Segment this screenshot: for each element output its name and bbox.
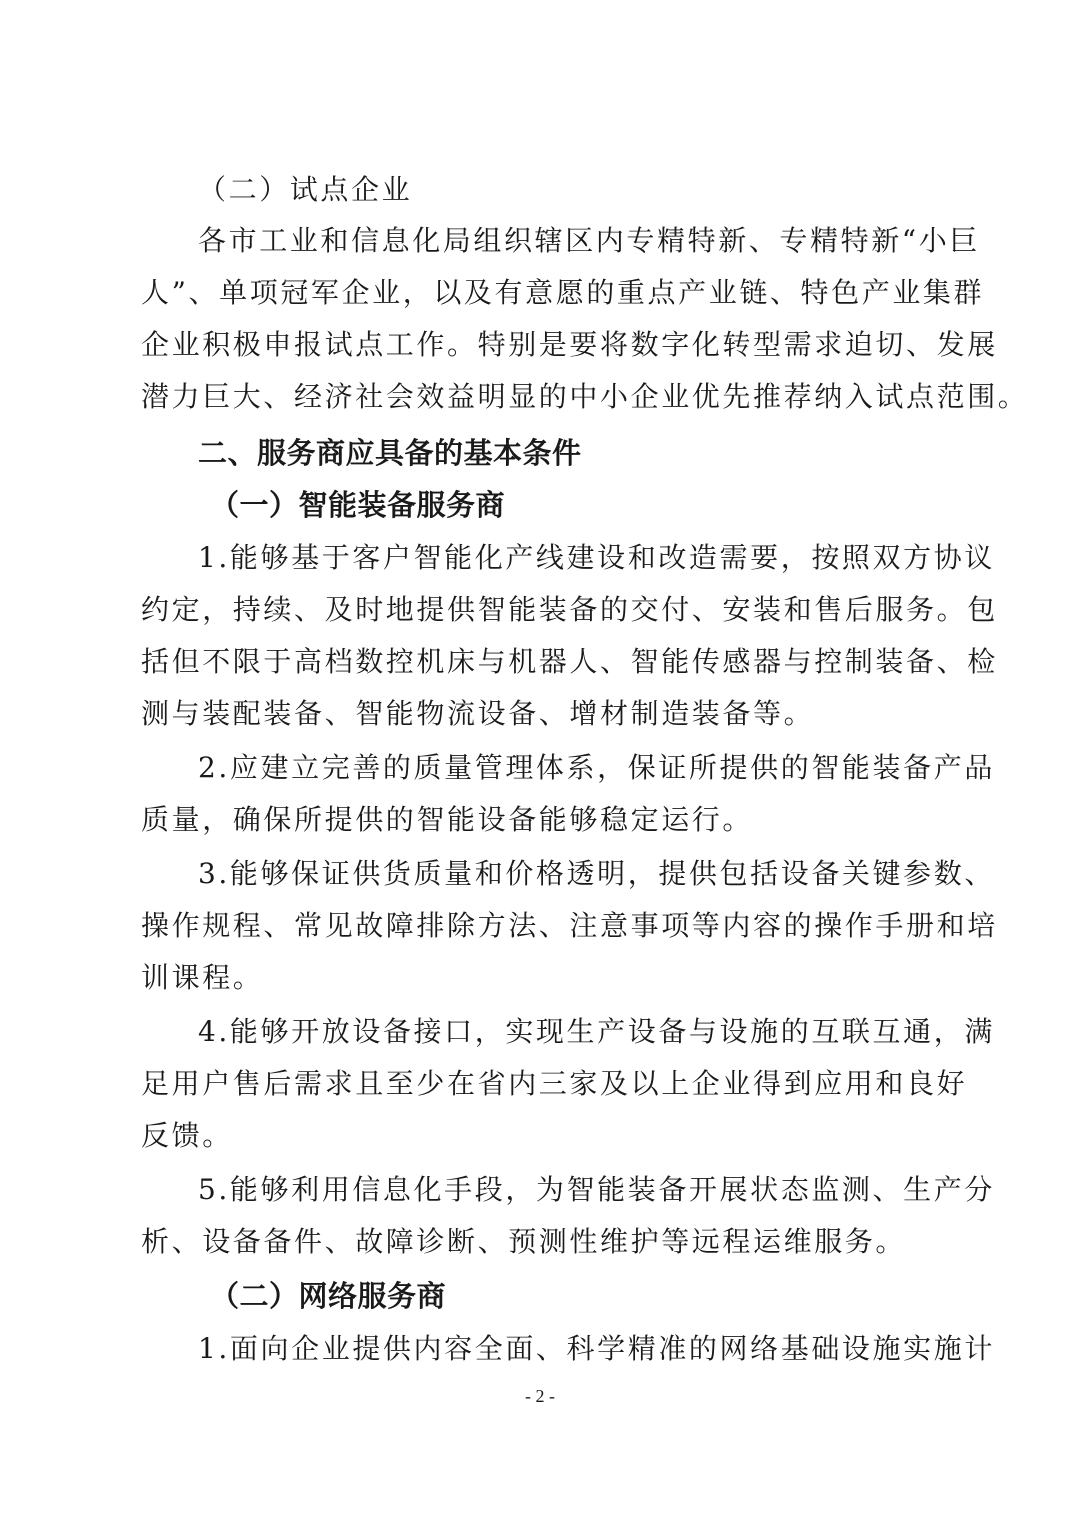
paragraph-line: 5.能够利用信息化手段，为智能装备开展状态监测、生产分 (198, 1173, 995, 1206)
paragraph-line: 操作规程、常见故障排除方法、注意事项等内容的操作手册和培 (141, 909, 998, 942)
paragraph-line: 人”、单项冠军企业，以及有意愿的重点产业链、特色产业集群 (141, 276, 985, 309)
paragraph-line: 1.面向企业提供内容全面、科学精准的网络基础设施实施计 (198, 1332, 995, 1365)
section-heading-service-provider-conditions: 二、服务商应具备的基本条件 (198, 436, 582, 470)
paragraph-line: 训课程。 (141, 961, 264, 994)
paragraph-line: 3.能够保证供货质量和价格透明，提供包括设备关键参数、 (198, 857, 995, 890)
subsection-heading-smart-equipment: （一）智能装备服务商 (210, 488, 506, 522)
paragraph-line: 反馈。 (141, 1119, 233, 1152)
paragraph-line: 测与装配装备、智能物流设备、增材制造装备等。 (141, 697, 815, 730)
paragraph-line: 潜力巨大、经济社会效益明显的中小企业优先推荐纳入试点范围。 (141, 380, 1029, 413)
subsection-heading-pilot-enterprises: （二）试点企业 (198, 173, 413, 206)
paragraph-line: 各市工业和信息化局组织辖区内专精特新、专精特新“小巨 (198, 224, 980, 257)
subsection-heading-network-service: （二）网络服务商 (210, 1279, 447, 1313)
paragraph-line: 质量，确保所提供的智能设备能够稳定运行。 (141, 803, 754, 836)
paragraph-line: 括但不限于高档数控机床与机器人、智能传感器与控制装备、检 (141, 645, 998, 678)
paragraph-line: 企业积极申报试点工作。特别是要将数字化转型需求迫切、发展 (141, 328, 998, 361)
paragraph-line: 足用户售后需求且至少在省内三家及以上企业得到应用和良好 (141, 1067, 968, 1100)
page-number: - 2 - (525, 1386, 555, 1406)
paragraph-line: 约定，持续、及时地提供智能装备的交付、安装和售后服务。包 (141, 593, 998, 626)
paragraph-line: 1.能够基于客户智能化产线建设和改造需要，按照双方协议 (198, 541, 995, 574)
paragraph-line: 析、设备备件、故障诊断、预测性维护等远程运维服务。 (141, 1225, 907, 1258)
paragraph-line: 4.能够开放设备接口，实现生产设备与设施的互联互通，满 (198, 1015, 995, 1048)
paragraph-line: 2.应建立完善的质量管理体系，保证所提供的智能装备产品 (198, 751, 995, 784)
